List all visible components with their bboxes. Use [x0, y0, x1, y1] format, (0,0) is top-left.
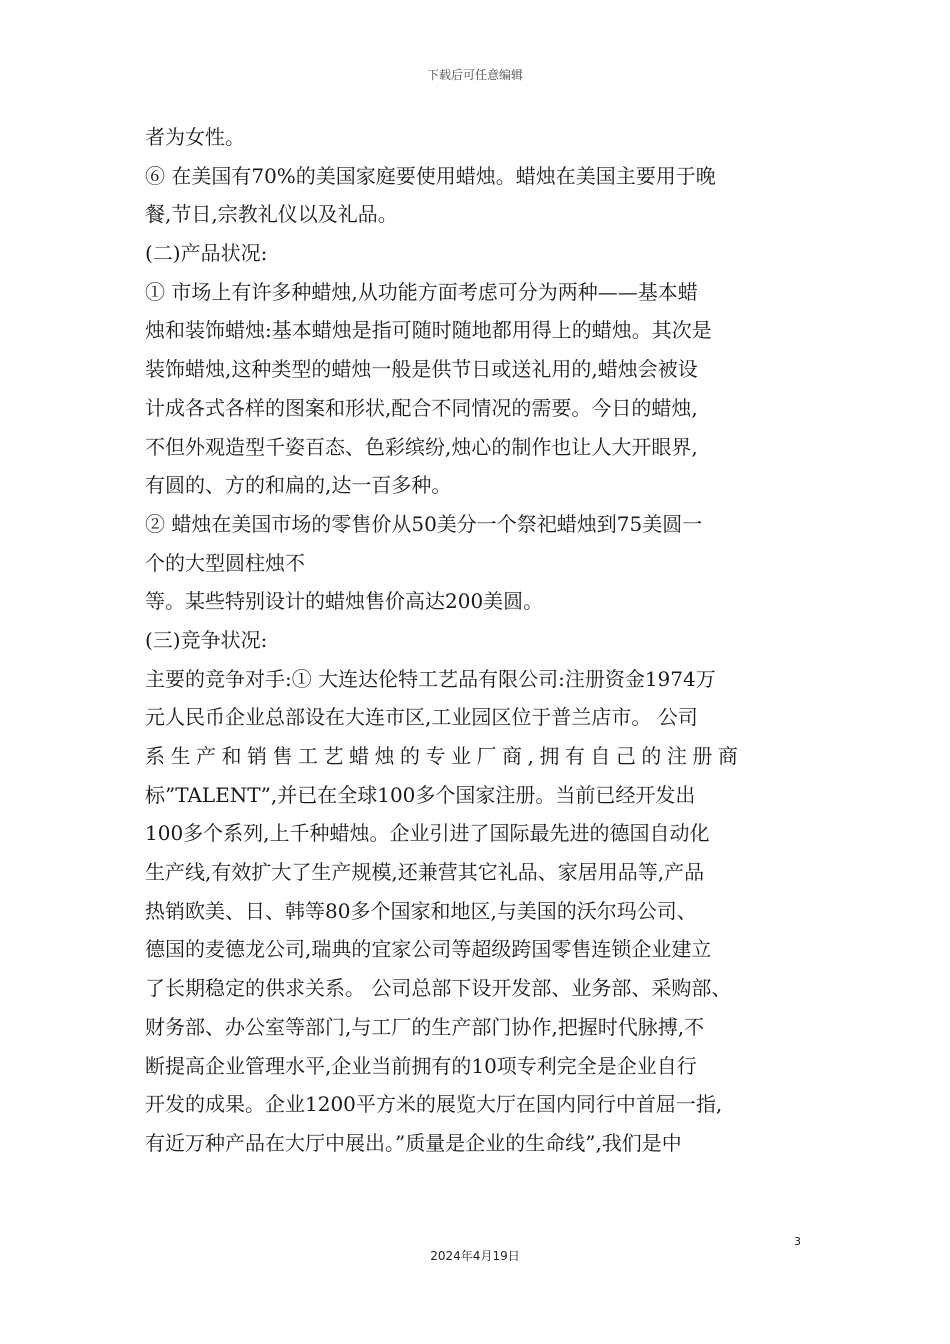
- page-number: 3: [794, 1235, 801, 1248]
- text-line-18: 标”TALENT”,并已在全球100多个国家注册。当前已经开发出: [145, 782, 696, 807]
- text-line-22: 德国的麦德龙公司,瑞典的宜家公司等超级跨国零售连锁企业建立: [145, 937, 712, 962]
- section-heading-product: (二)产品状况:: [145, 241, 268, 266]
- text-line-9: 不但外观造型千姿百态、色彩缤纷,烛心的制作也让人大开眼界,: [145, 434, 698, 459]
- text-line-11: ② 蜡烛在美国市场的零售价从50美分一个祭祀蜡烛到75美圆一: [145, 511, 703, 536]
- text-line-24: 财务部、办公室等部门,与工厂的生产部门协作,把握时代脉搏,不: [145, 1014, 705, 1039]
- text-line-26: 开发的成果。企业1200平方米的展览大厅在国内同行中首屈一指,: [145, 1092, 723, 1117]
- text-line-16: 元人民币企业总部设在大连市区,工业园区位于普兰店市。 公司: [145, 705, 698, 730]
- text-line-12: 个的大型圆柱烛不: [145, 550, 305, 575]
- text-line-17: 系生产和销售工艺蜡烛的专业厂商,拥有自己的注册商: [145, 744, 744, 768]
- page-header: 下载后可任意编辑: [426, 68, 523, 82]
- text-line-2: ⑥ 在美国有70%的美国家庭要使用蜡烛。蜡烛在美国主要用于晚: [145, 163, 716, 188]
- text-line-13: 等。某些特别设计的蜡烛售价高达200美圆。: [145, 589, 544, 614]
- text-line-1: 者为女性。: [145, 125, 245, 149]
- text-line-25: 断提高企业管理水平,企业当前拥有的10项专利完全是企业自行: [145, 1053, 697, 1078]
- document-body: [145, 118, 815, 1163]
- text-line-6: 烛和装饰蜡烛:基本蜡烛是指可随时随地都用得上的蜡烛。其次是: [145, 318, 712, 343]
- text-line-10: 有圆的、方的和扁的,达一百多种。: [145, 473, 452, 498]
- text-line-15: 主要的竞争对手:① 大连达伦特工艺品有限公司:注册资金1974万: [145, 666, 716, 691]
- page-footer-date: 2024年4月19日: [430, 1249, 520, 1263]
- text-line-19: 100多个系列,上千种蜡烛。企业引进了国际最先进的德国自动化: [145, 821, 710, 846]
- text-line-5: ① 市场上有许多种蜡烛,从功能方面考虑可分为两种——基本蜡: [145, 279, 698, 304]
- text-line-21: 热销欧美、日、韩等80多个国家和地区,与美国的沃尔玛公司、: [145, 898, 697, 923]
- text-line-3: 餐,节日,宗教礼仪以及礼品。: [145, 202, 398, 227]
- text-line-7: 装饰蜡烛,这种类型的蜡烛一般是供节日或送礼用的,蜡烛会被设: [145, 357, 698, 382]
- text-line-23: 了长期稳定的供求关系。 公司总部下设开发部、业务部、采购部、: [145, 976, 732, 1001]
- text-line-27: 有近万种产品在大厅中展出。”质量是企业的生命线”,我们是中: [145, 1130, 682, 1155]
- text-line-8: 计成各式各样的图案和形状,配合不同情况的需要。今日的蜡烛,: [145, 395, 698, 420]
- section-heading-competition: (三)竞争状况:: [145, 627, 268, 652]
- text-line-20: 生产线,有效扩大了生产规模,还兼营其它礼品、家居用品等,产品: [145, 860, 705, 885]
